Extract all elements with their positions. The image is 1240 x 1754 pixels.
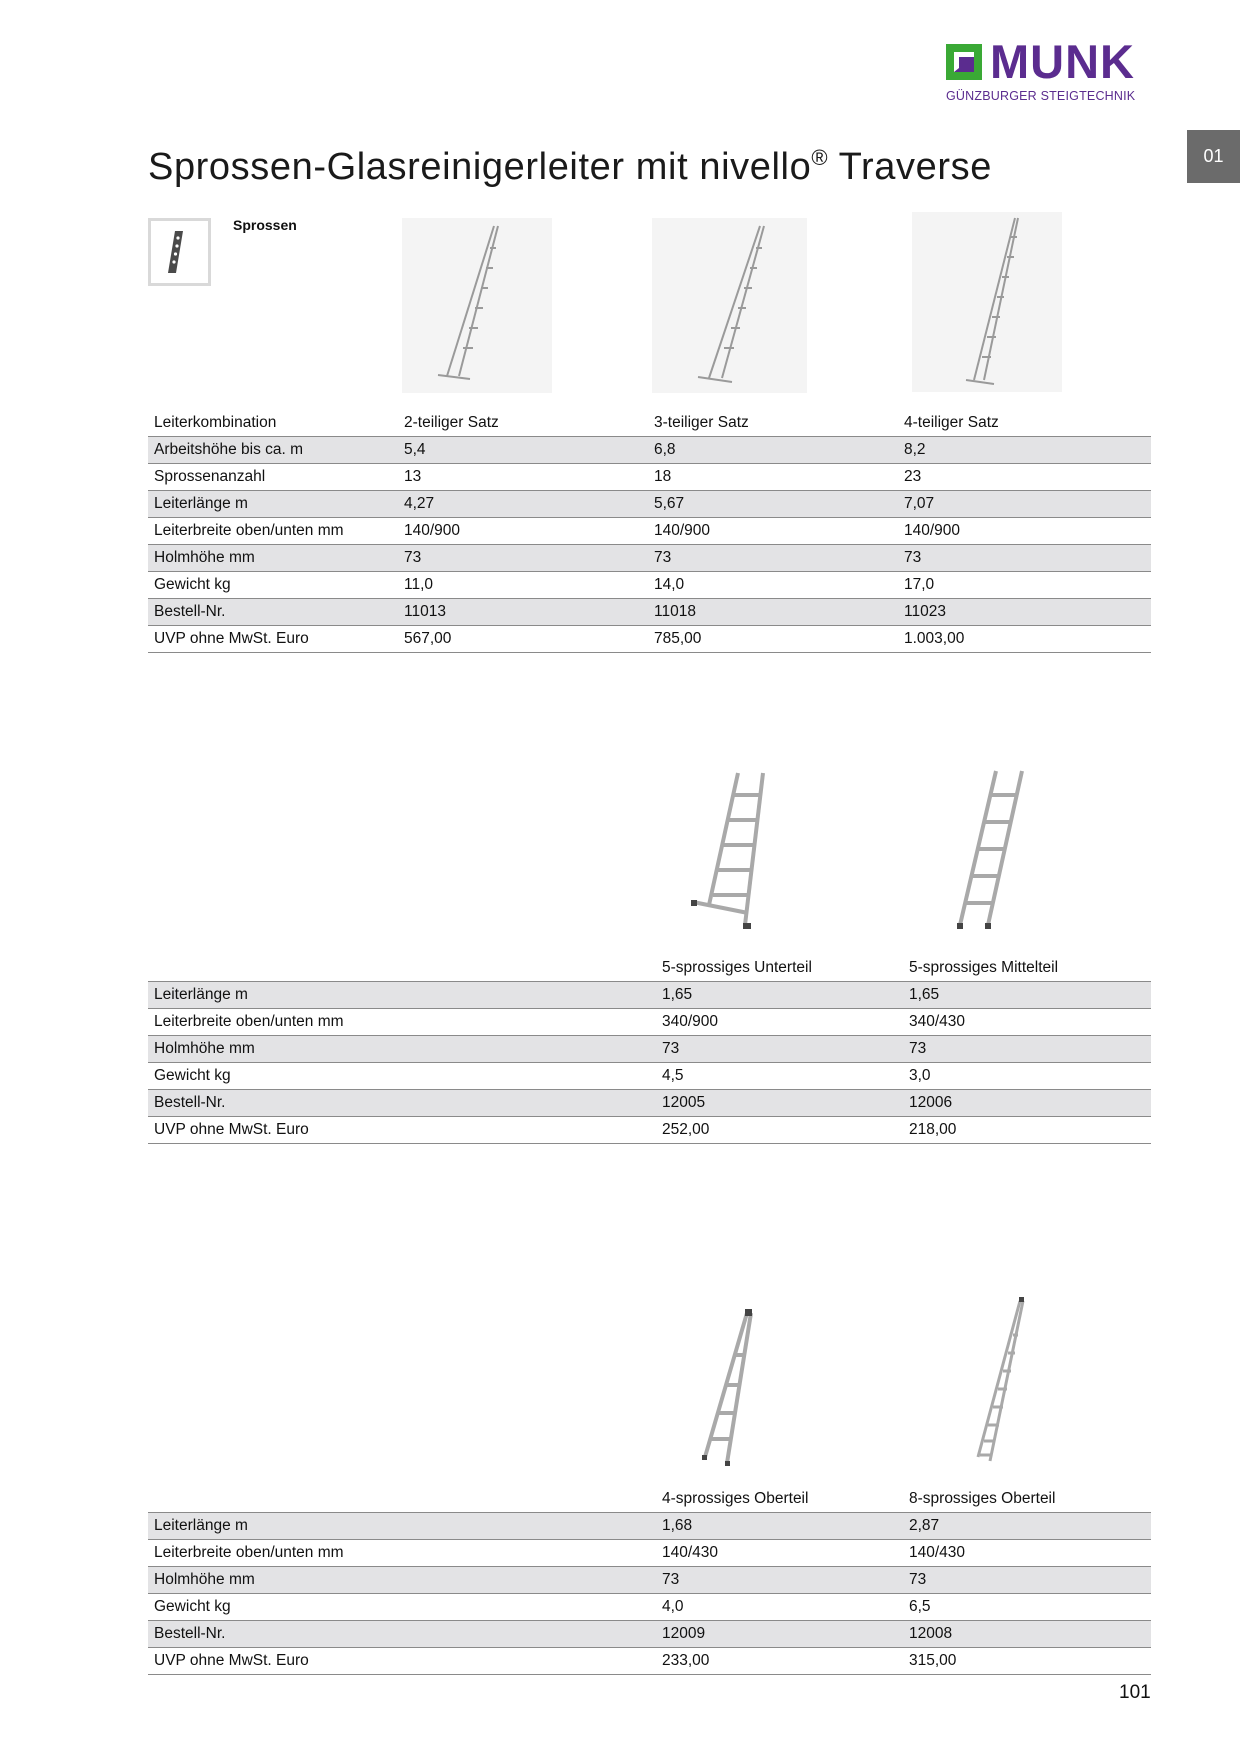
- cell: 6,8: [648, 437, 898, 464]
- cell: 73: [898, 545, 1151, 572]
- ladder-4-part-set-image: [912, 212, 1062, 392]
- cell: [398, 1090, 656, 1117]
- table-row: [148, 437, 1151, 464]
- table-row: [148, 1567, 1151, 1594]
- table-row: [148, 1090, 1151, 1117]
- row-label: Gewicht kg: [148, 1594, 398, 1621]
- cell: 11023: [898, 599, 1151, 626]
- row-label: Arbeitshöhe bis ca. m: [148, 437, 398, 464]
- row-label: Gewicht kg: [148, 1063, 398, 1090]
- ladder-8-rung-top-part-image: [960, 1295, 1040, 1467]
- cell: 11,0: [398, 572, 648, 599]
- cell: 1,65: [656, 982, 903, 1009]
- cell: 18: [648, 464, 898, 491]
- cell: 73: [903, 1036, 1151, 1063]
- cell: 4,0: [656, 1594, 903, 1621]
- column-header: [398, 952, 656, 982]
- cell: 252,00: [656, 1117, 903, 1144]
- cell: 14,0: [648, 572, 898, 599]
- cell: 340/900: [656, 1009, 903, 1036]
- ladder-2-part-set-image: [402, 218, 552, 393]
- row-label: Leiterbreite oben/unten mm: [148, 518, 398, 545]
- cell: 140/900: [898, 518, 1151, 545]
- title-end: Traverse: [828, 146, 992, 188]
- ladder-4-rung-top-part-image: [690, 1305, 780, 1467]
- row-label: UVP ohne MwSt. Euro: [148, 1648, 398, 1675]
- ladder-parts-table: [148, 952, 1151, 1144]
- title-main: Sprossen-Glasreinigerleiter mit nivello: [148, 146, 812, 188]
- cell: 340/430: [903, 1009, 1151, 1036]
- table-row: [148, 1036, 1151, 1063]
- table-row: [148, 1009, 1151, 1036]
- cell: 785,00: [648, 626, 898, 653]
- cell: 4,5: [656, 1063, 903, 1090]
- cell: [398, 1648, 656, 1675]
- ladder-top-parts-table: [148, 1483, 1151, 1675]
- column-header: 4-sprossiges Oberteil: [656, 1483, 903, 1513]
- cell: 140/430: [656, 1540, 903, 1567]
- column-header: 5-sprossiges Unterteil: [656, 952, 903, 982]
- cell: 1,68: [656, 1513, 903, 1540]
- cell: 1,65: [903, 982, 1151, 1009]
- cell: 73: [903, 1567, 1151, 1594]
- column-header: [148, 1483, 398, 1513]
- column-header: [148, 952, 398, 982]
- row-label: Leiterlänge m: [148, 491, 398, 518]
- table-header-row: [148, 952, 1151, 982]
- row-label: Bestell-Nr.: [148, 1090, 398, 1117]
- cell: 73: [398, 545, 648, 572]
- cell: 11013: [398, 599, 648, 626]
- logo-tagline: GÜNZBURGER STEIGTECHNIK: [946, 89, 1136, 103]
- ladder-sets-table: [148, 407, 1151, 653]
- row-label: Leiterlänge m: [148, 982, 398, 1009]
- row-label: Holmhöhe mm: [148, 545, 398, 572]
- cell: 3,0: [903, 1063, 1151, 1090]
- cell: 12009: [656, 1621, 903, 1648]
- cell: 13: [398, 464, 648, 491]
- cell: 1.003,00: [898, 626, 1151, 653]
- cell: [398, 1036, 656, 1063]
- table-row: [148, 1513, 1151, 1540]
- table-row: [148, 1117, 1151, 1144]
- cell: 7,07: [898, 491, 1151, 518]
- logo-wordmark: MUNK: [990, 35, 1135, 88]
- cell: 73: [656, 1036, 903, 1063]
- column-header: [398, 1483, 656, 1513]
- table-row: [148, 1540, 1151, 1567]
- cell: 8,2: [898, 437, 1151, 464]
- table-row: [148, 464, 1151, 491]
- ladder-middle-part-image: [940, 765, 1050, 935]
- row-label: Holmhöhe mm: [148, 1036, 398, 1063]
- page-number: 101: [1119, 1682, 1151, 1703]
- column-header: Leiterkombination: [148, 407, 398, 437]
- munk-logo: [946, 35, 1151, 105]
- row-label: Leiterbreite oben/unten mm: [148, 1540, 398, 1567]
- column-header: 8-sprossiges Oberteil: [903, 1483, 1151, 1513]
- table-row: [148, 545, 1151, 572]
- table-row: [148, 572, 1151, 599]
- cell: 23: [898, 464, 1151, 491]
- chapter-tab[interactable]: 01: [1187, 130, 1240, 183]
- cell: 5,4: [398, 437, 648, 464]
- registered-mark: ®: [811, 145, 829, 170]
- cell: 6,5: [903, 1594, 1151, 1621]
- table-row: [148, 1063, 1151, 1090]
- cell: 140/900: [398, 518, 648, 545]
- cell: 315,00: [903, 1648, 1151, 1675]
- row-label: Bestell-Nr.: [148, 599, 398, 626]
- cell: 5,67: [648, 491, 898, 518]
- cell: [398, 982, 656, 1009]
- cell: 73: [648, 545, 898, 572]
- cell: [398, 1621, 656, 1648]
- table-row: [148, 1594, 1151, 1621]
- column-header: 2-teiliger Satz: [398, 407, 648, 437]
- rung-icon: [148, 218, 211, 286]
- table-header-row: [148, 407, 1151, 437]
- column-header: 4-teiliger Satz: [898, 407, 1151, 437]
- row-label: Leiterlänge m: [148, 1513, 398, 1540]
- row-label: UVP ohne MwSt. Euro: [148, 1117, 398, 1144]
- cell: 233,00: [656, 1648, 903, 1675]
- row-label: Gewicht kg: [148, 572, 398, 599]
- cell: 17,0: [898, 572, 1151, 599]
- cell: 12005: [656, 1090, 903, 1117]
- cell: 73: [656, 1567, 903, 1594]
- column-header: 5-sprossiges Mittelteil: [903, 952, 1151, 982]
- ladder-3-part-set-image: [652, 218, 807, 393]
- cell: [398, 1009, 656, 1036]
- cell: 140/900: [648, 518, 898, 545]
- table-row: [148, 626, 1151, 653]
- table-header-row: [148, 1483, 1151, 1513]
- row-label: Holmhöhe mm: [148, 1567, 398, 1594]
- row-label: Sprossenanzahl: [148, 464, 398, 491]
- cell: [398, 1594, 656, 1621]
- cell: 2,87: [903, 1513, 1151, 1540]
- ladder-bottom-part-image: [683, 765, 793, 935]
- cell: 218,00: [903, 1117, 1151, 1144]
- column-header: 3-teiliger Satz: [648, 407, 898, 437]
- table-row: [148, 1648, 1151, 1675]
- table-row: [148, 491, 1151, 518]
- page-title: [148, 145, 992, 189]
- cell: 12008: [903, 1621, 1151, 1648]
- table-row: [148, 518, 1151, 545]
- table-row: [148, 1621, 1151, 1648]
- rung-label: Sprossen: [233, 217, 297, 233]
- cell: [398, 1567, 656, 1594]
- cell: [398, 1117, 656, 1144]
- cell: 11018: [648, 599, 898, 626]
- cell: [398, 1063, 656, 1090]
- cell: 4,27: [398, 491, 648, 518]
- row-label: Bestell-Nr.: [148, 1621, 398, 1648]
- cell: [398, 1513, 656, 1540]
- cell: 12006: [903, 1090, 1151, 1117]
- row-label: UVP ohne MwSt. Euro: [148, 626, 398, 653]
- cell: 140/430: [903, 1540, 1151, 1567]
- cell: 567,00: [398, 626, 648, 653]
- munk-logo-mark: [946, 44, 982, 80]
- row-label: Leiterbreite oben/unten mm: [148, 1009, 398, 1036]
- table-row: [148, 982, 1151, 1009]
- cell: [398, 1540, 656, 1567]
- rung-icon-graphic: [151, 221, 208, 283]
- table-row: [148, 599, 1151, 626]
